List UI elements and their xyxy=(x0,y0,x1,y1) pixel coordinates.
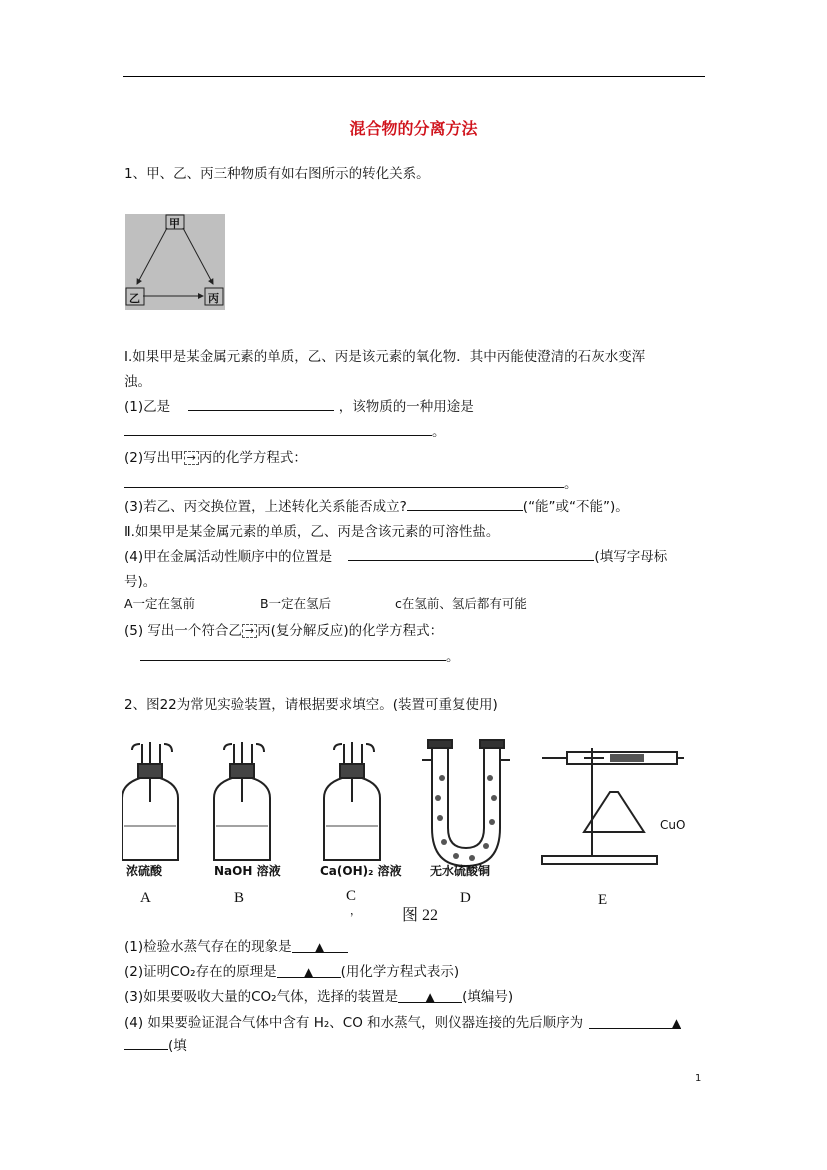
apparatus-c-mark: ， xyxy=(350,904,361,917)
option-c: c在氢前、氢后都有可能 xyxy=(395,596,527,611)
q1-s1-blank[interactable] xyxy=(188,397,334,411)
q1-part1-line1: Ⅰ.如果甲是某金属元素的单质，乙、丙是该元素的氧化物．其中丙能使澄清的石灰水变浑 xyxy=(124,349,646,365)
apparatus-a-letter: A xyxy=(140,890,151,906)
apparatus-e-label: CuO xyxy=(660,818,686,832)
apparatus-c-letter: C xyxy=(346,888,357,904)
q1-s2-prefix: (2)写出甲 xyxy=(124,450,184,466)
apparatus-d-label: 无水硫酸铜 xyxy=(430,864,491,878)
q1-s5-blank[interactable] xyxy=(140,647,446,661)
apparatus-c-label: Ca(OH)₂ 溶液 xyxy=(320,864,402,878)
q1-s2-line2 xyxy=(124,472,578,492)
q2-s1 xyxy=(124,935,348,955)
page-title: 混合物的分离方法 xyxy=(349,119,478,138)
diagram-node-jia: 甲 xyxy=(169,218,180,230)
triangle-icon: ▲ xyxy=(303,965,314,979)
q2-intro: 2、图22为常见实验装置，请根据要求填空。(装置可重复使用) xyxy=(124,697,498,713)
figure-label: 图 22 xyxy=(402,907,439,924)
q2-s2-blank[interactable] xyxy=(277,964,341,978)
q2-s4-line2-text: (填 xyxy=(168,1038,187,1054)
q2-s4 xyxy=(124,1011,681,1031)
triangle-icon: ▲ xyxy=(315,940,325,954)
diagram-node-yi: 乙 xyxy=(129,293,140,305)
q2-s2-suffix: (用化学方程式表示) xyxy=(340,964,460,980)
q1-part2: Ⅱ.如果甲是某金属元素的单质，乙、丙是含该元素的可溶性盐。 xyxy=(124,524,500,540)
page-number: 1 xyxy=(695,1073,702,1084)
apparatus-e-letter: E xyxy=(598,892,608,908)
q1-s4-blank[interactable] xyxy=(348,547,594,561)
triangle-icon: ▲ xyxy=(671,1016,682,1030)
reaction-arrow-icon: → xyxy=(184,451,199,465)
q1-s5-prefix: (5) 写出一个符合乙 xyxy=(124,623,242,639)
header-rule xyxy=(123,76,705,77)
q1-s2-end: 。 xyxy=(564,476,578,492)
q2-s1-text: (1)检验水蒸气存在的现象是 xyxy=(124,939,292,955)
q1-s1-use-blank[interactable] xyxy=(124,422,432,436)
q1-intro: 1、甲、乙、丙三种物质有如右图所示的转化关系。 xyxy=(124,166,430,182)
conversion-diagram xyxy=(125,214,225,310)
q1-s4 xyxy=(124,545,667,565)
q2-s3-prefix: (3)如果要吸收大量的CO₂气体，选择的装置是 xyxy=(124,989,399,1005)
apparatus-b-label: NaOH 溶液 xyxy=(214,864,281,878)
q2-s3-suffix: (填编号) xyxy=(462,989,514,1005)
q1-s4-suffix: (填写字母标 xyxy=(594,549,668,565)
q1-s5-line2 xyxy=(140,645,460,665)
apparatus-d-letter: D xyxy=(460,890,471,906)
reaction-arrow-icon: → xyxy=(242,624,257,638)
apparatus-a-label: 浓硫酸 xyxy=(126,864,163,878)
q1-s5-suffix: 丙(复分解反应)的化学方程式： xyxy=(257,623,444,639)
q1-s5-end: 。 xyxy=(446,649,460,665)
q2-s4-blank[interactable] xyxy=(589,1015,681,1029)
option-a: A一定在氢前 xyxy=(124,596,196,611)
q1-s2 xyxy=(124,446,307,466)
q2-s3 xyxy=(124,985,513,1005)
q2-s4-text: (4) 如果要验证混合气体中含有 H₂、CO 和水蒸气，则仪器连接的先后顺序为 xyxy=(124,1015,584,1031)
q1-s3-suffix: (“能”或“不能”)。 xyxy=(522,499,629,515)
q2-s3-blank[interactable] xyxy=(398,989,462,1003)
diagram-node-bing: 丙 xyxy=(208,293,219,305)
q1-s5 xyxy=(124,619,443,639)
q1-s4-line2: 号)。 xyxy=(124,574,157,590)
apparatus-figure xyxy=(122,738,684,922)
q1-s2-suffix: 丙的化学方程式： xyxy=(198,450,307,466)
q1-s3-blank[interactable] xyxy=(407,497,523,511)
q1-s1 xyxy=(124,395,474,415)
triangle-icon: ▲ xyxy=(425,990,435,1004)
q1-s2-blank[interactable] xyxy=(124,474,564,488)
q1-s1-end: 。 xyxy=(432,424,446,440)
q1-s4-prefix: (4)甲在金属活动性顺序中的位置是 xyxy=(124,549,333,565)
q2-s1-blank[interactable] xyxy=(292,939,348,953)
q1-s3-prefix: (3)若乙、丙交换位置，上述转化关系能否成立? xyxy=(124,499,407,515)
q1-s3 xyxy=(124,495,629,515)
q2-s2-prefix: (2)证明CO₂存在的原理是 xyxy=(124,964,277,980)
q2-s2 xyxy=(124,960,459,980)
q1-s1-prefix: (1)乙是 xyxy=(124,399,171,415)
q2-s4-blank-2[interactable] xyxy=(124,1036,168,1050)
q2-s4-line2 xyxy=(124,1034,187,1054)
option-b: B一定在氢后 xyxy=(260,596,332,611)
q1-s1-line2 xyxy=(124,420,446,440)
q1-part1-line2: 浊。 xyxy=(124,374,151,390)
q1-s1-suffix: ，该物质的一种用途是 xyxy=(338,399,474,415)
apparatus-b-letter: B xyxy=(234,890,245,906)
